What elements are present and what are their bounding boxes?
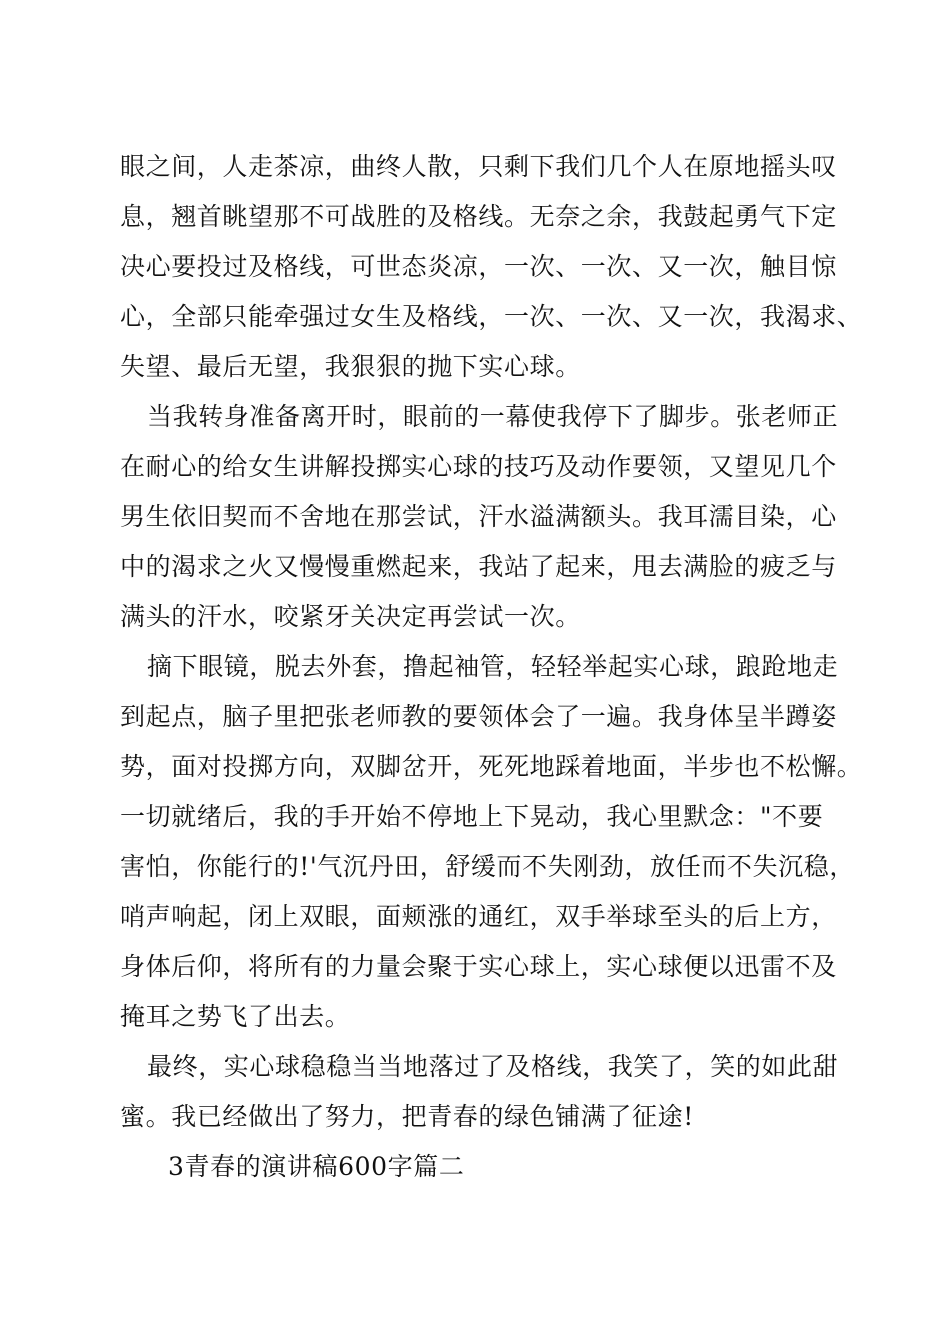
text-line: 中的渴求之火又慢慢重燃起来，我站了起来，甩去满脸的疲乏与: [120, 552, 837, 581]
text-line: 满头的汗水，咬紧牙关决定再尝试一次。: [120, 602, 581, 631]
section-heading: 3青春的演讲稿600字篇二: [168, 1152, 465, 1181]
text-line: 在耐心的给女生讲解投掷实心球的技巧及动作要领，又望见几个: [120, 452, 837, 481]
text-line: 息，翘首眺望那不可战胜的及格线。无奈之余，我鼓起勇气下定: [120, 202, 837, 231]
text-line: 决心要投过及格线，可世态炎凉，一次、一次、又一次，触目惊: [120, 252, 837, 281]
paragraph-start-line: 当我转身准备离开时，眼前的一幕使我停下了脚步。张老师正: [147, 402, 839, 431]
text-line: 男生依旧契而不舍地在那尝试，汗水溢满额头。我耳濡目染，心: [120, 502, 837, 531]
text-line: 失望、最后无望，我狠狠的抛下实心球。: [120, 352, 581, 381]
text-line: 势，面对投掷方向，双脚岔开，死死地踩着地面，半步也不松懈。: [120, 752, 863, 781]
text-line: 一切就绪后，我的手开始不停地上下晃动，我心里默念："不要: [120, 802, 824, 831]
text-line: 身体后仰，将所有的力量会聚于实心球上，实心球便以迅雷不及: [120, 952, 837, 981]
text-line: 心，全部只能牵强过女生及格线，一次、一次、又一次，我渴求、: [120, 302, 863, 331]
text-line: 蜜。我已经做出了努力，把青春的绿色铺满了征途!: [120, 1102, 694, 1131]
paragraph-start-line: 最终，实心球稳稳当当地落过了及格线，我笑了，笑的如此甜: [147, 1052, 839, 1081]
text-line: 到起点，脑子里把张老师教的要领体会了一遍。我身体呈半蹲姿: [120, 702, 837, 731]
text-line: 害怕，你能行的!'气沉丹田，舒缓而不失刚劲，放任而不失沉稳，: [120, 852, 855, 881]
text-line: 哨声响起，闭上双眼，面颊涨的通红，双手举球至头的后上方，: [120, 902, 837, 931]
text-line: 眼之间，人走茶凉，曲终人散，只剩下我们几个人在原地摇头叹: [120, 152, 837, 181]
text-line: 掩耳之势飞了出去。: [120, 1002, 351, 1031]
paragraph-start-line: 摘下眼镜，脱去外套，撸起袖管，轻轻举起实心球，踉跄地走: [147, 652, 839, 681]
